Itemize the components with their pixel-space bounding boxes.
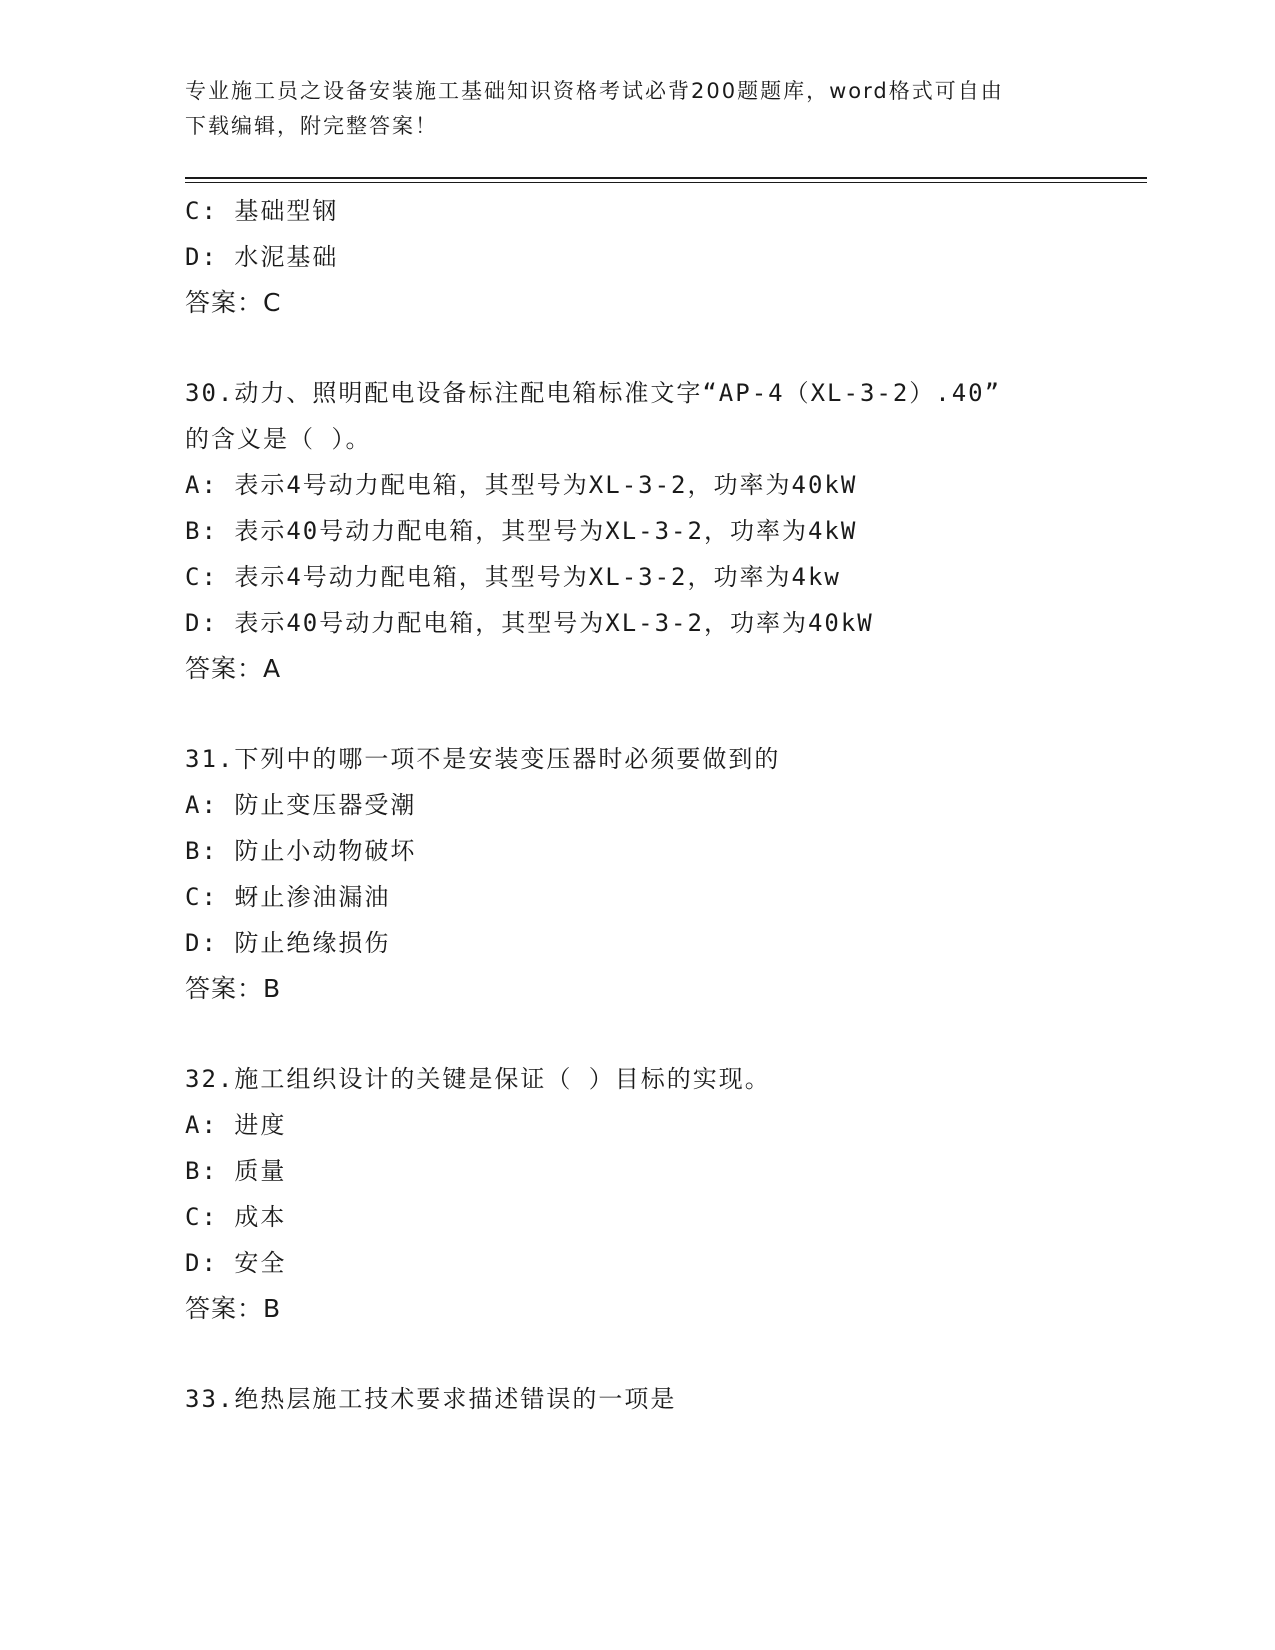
question-title-line-1: 30.动力、照明配电设备标注配电箱标准文字“AP-4（XL-3-2）.40” [185, 379, 1002, 407]
question-title: 31.下列中的哪一项不是安装变压器时必须要做到的 [185, 745, 781, 773]
answer-line: 答案：A [185, 654, 282, 683]
option-b: B: 表示40号动力配电箱，其型号为XL-3-2，功率为4kW [185, 517, 858, 545]
question-list [185, 188, 1145, 1422]
option-d: D: 安全 [185, 1249, 287, 1277]
header-divider-thin [185, 182, 1147, 183]
question-29 [185, 188, 1145, 326]
option-a: A: 表示4号动力配电箱，其型号为XL-3-2，功率为40kW [185, 471, 858, 499]
option-c: C: 基础型钢 [185, 197, 339, 225]
answer-line: 答案：B [185, 974, 282, 1003]
option-c: C: 表示4号动力配电箱，其型号为XL-3-2，功率为4kw [185, 563, 841, 591]
question-31 [185, 736, 1145, 1012]
option-b: B: 防止小动物破坏 [185, 837, 417, 865]
spacer [185, 326, 1145, 370]
question-title-line-2: 的含义是（ ）。 [185, 425, 372, 453]
question-33 [185, 1376, 1145, 1422]
answer-line: 答案：C [185, 288, 282, 317]
document-header [185, 74, 1065, 144]
spacer [185, 1012, 1145, 1056]
option-a: A: 进度 [185, 1111, 287, 1139]
header-line-2: 下载编辑，附完整答案！ [185, 114, 438, 138]
spacer [185, 692, 1145, 736]
question-32 [185, 1056, 1145, 1332]
option-d: D: 水泥基础 [185, 243, 339, 271]
option-d: D: 表示40号动力配电箱，其型号为XL-3-2，功率为40kW [185, 609, 874, 637]
question-30 [185, 370, 1145, 692]
header-divider-thick [185, 177, 1147, 179]
option-a: A: 防止变压器受潮 [185, 791, 417, 819]
question-title: 32.施工组织设计的关键是保证（ ）目标的实现。 [185, 1065, 771, 1093]
answer-line: 答案：B [185, 1294, 282, 1323]
option-d: D: 防止绝缘损伤 [185, 929, 391, 957]
spacer [185, 1332, 1145, 1376]
header-line-1: 专业施工员之设备安装施工基础知识资格考试必背200题题库，word格式可自由 [185, 79, 1004, 103]
option-c: C: 成本 [185, 1203, 287, 1231]
option-b: B: 质量 [185, 1157, 287, 1185]
question-title: 33.绝热层施工技术要求描述错误的一项是 [185, 1385, 677, 1413]
option-c: C: 蚜止渗油漏油 [185, 883, 391, 911]
